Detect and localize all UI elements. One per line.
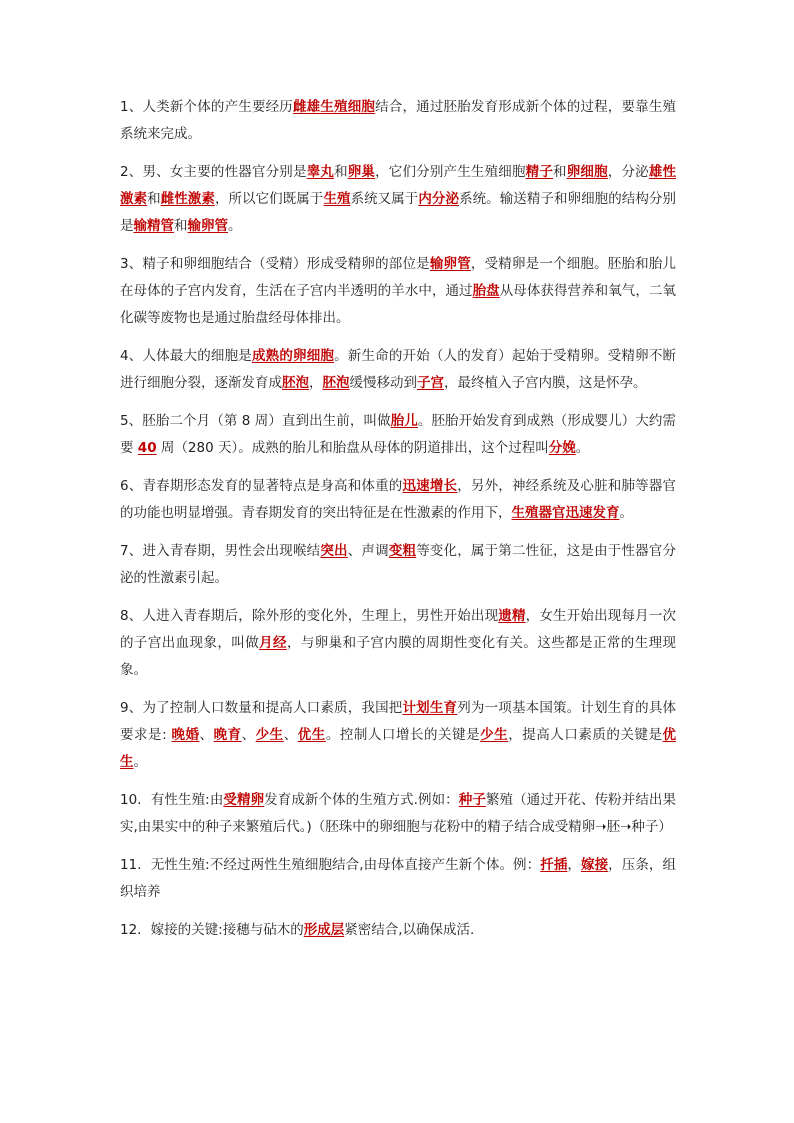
- text-run: 11．无性生殖:不经过两性生殖细胞结合,由母体直接产生新个体。例：: [120, 857, 541, 873]
- document-body: [120, 94, 676, 955]
- text-run: 4、人体最大的细胞是: [120, 348, 252, 364]
- text-run: 缓慢移动到: [349, 375, 417, 391]
- text-run: 3、精子和卵细胞结合（受精）形成受精卵的部位是: [120, 256, 430, 272]
- key-term: 胎盘: [472, 283, 500, 299]
- text-run: 8、人进入青春期后，除外形的变化外，生理上，男性开始出现: [120, 608, 499, 624]
- key-term: 分娩: [548, 440, 576, 456]
- key-term: 成熟的卵细胞: [251, 348, 335, 364]
- text-run: 7、进入青春期，男性会出现喉结: [120, 543, 321, 559]
- key-term: 遗精: [498, 608, 526, 624]
- key-term: 晚育: [213, 727, 242, 743]
- text-run: ，: [567, 857, 581, 873]
- key-term: 雄性激素: [120, 164, 677, 207]
- text-run: 列为一项基本国策。计划生育的具体要求是:: [120, 700, 677, 743]
- key-term: 生殖: [323, 191, 351, 207]
- key-term: 雌雄生殖细胞: [293, 99, 376, 115]
- key-term: 胚泡: [282, 375, 309, 391]
- key-term: 卵巢: [347, 164, 376, 180]
- key-term: 月经: [259, 635, 287, 651]
- text-run: 系统。输送精子和卵细胞的结构分别是: [120, 191, 676, 234]
- key-term: 形成层: [303, 922, 345, 938]
- text-run: 繁殖（通过开花、传粉并结出果实,由果实中的种子来繁殖后代。)（胚珠中的卵细胞与花粉中的精子结合成受精卵➝胚➝种子）: [120, 792, 677, 835]
- text-run: 结合，通过胚胎发育形成新个体的过程，要靠生殖系统来完成。: [120, 99, 677, 142]
- key-term: 精子: [525, 164, 554, 180]
- text-run: 系统又属于: [350, 191, 419, 207]
- text-run: 10．有性生殖:由: [120, 792, 224, 808]
- paragraph-6: [120, 473, 676, 527]
- key-term: 40: [137, 440, 157, 456]
- key-term: 卵细胞: [566, 164, 608, 180]
- key-term: 胚泡: [322, 375, 350, 391]
- text-run: 和: [334, 164, 348, 180]
- key-term: 胎儿: [390, 413, 418, 429]
- text-run: ，提高人口素质的关键是: [508, 727, 663, 743]
- key-term: 种子: [458, 792, 486, 808]
- paragraph-11: [120, 852, 676, 906]
- text-run: 6、青春期形态发育的显著特点是身高和体重的: [120, 478, 403, 494]
- text-run: 、: [199, 727, 214, 743]
- key-term: 内分泌: [418, 191, 460, 207]
- key-term: 生殖器官迅速发育: [511, 505, 620, 521]
- text-run: 、: [283, 727, 298, 743]
- text-run: 。: [575, 440, 590, 456]
- text-run: 周（280 天）。成熟的胎儿和胎盘从母体的阴道排出，这个过程叫: [156, 440, 549, 456]
- key-term: 优生: [120, 727, 677, 770]
- text-run: 。新生命的开始（人的发育）起始于受精卵。受精卵不断进行细胞分裂，逐渐发育成: [120, 348, 677, 391]
- text-run: 、声调: [347, 543, 389, 559]
- paragraph-2: [120, 159, 676, 240]
- text-run: ，压条，组织培养: [120, 857, 677, 900]
- key-term: 扦插: [540, 857, 568, 873]
- text-run: 12．嫁接的关键:接穗与砧木的: [120, 922, 304, 938]
- text-run: ，另外，神经系统及心脏和肺等器官的功能也明显增强。青春期发育的突出特征是在性激素的作用下，: [120, 478, 677, 521]
- paragraph-4: [120, 343, 676, 397]
- text-run: ，分泌: [607, 164, 649, 180]
- paragraph-3: [120, 251, 676, 332]
- key-term: 计划生育: [402, 700, 458, 716]
- key-term: 子宫: [417, 375, 444, 391]
- key-term: 少生: [255, 727, 284, 743]
- text-run: 和: [553, 164, 567, 180]
- key-term: 晚婚: [171, 727, 200, 743]
- paragraph-5: [120, 408, 676, 462]
- text-run: 和: [147, 191, 161, 207]
- text-run: 。: [228, 218, 242, 234]
- text-run: 。: [619, 505, 633, 521]
- paragraph-7: [120, 538, 676, 592]
- text-run: ，最终植入子宫内膜，这是怀孕。: [444, 375, 647, 391]
- text-run: 。控制人口增长的关键是: [325, 727, 481, 743]
- paragraph-10: [120, 787, 676, 841]
- key-term: 突出: [320, 543, 348, 559]
- text-run: 发育成新个体的生殖方式.例如：: [264, 792, 459, 808]
- text-run: 紧密结合,以确保成活.: [344, 922, 475, 938]
- key-term: 受精卵: [223, 792, 265, 808]
- text-run: 2、男、女主要的性器官分别是: [120, 164, 307, 180]
- text-run: 9、为了控制人口数量和提高人口素质，我国把: [120, 700, 403, 716]
- text-run: ，与卵巢和子宫内膜的周期性变化有关。这些都是正常的生理现象。: [120, 635, 677, 678]
- text-run: 、: [241, 727, 256, 743]
- text-run: 从母体获得营养和氧气，二氧化碳等废物也是通过胎盘经母体排出。: [120, 283, 676, 326]
- key-term: 输精管: [133, 218, 174, 234]
- key-term: 变粗: [388, 543, 417, 559]
- text-run: 。: [133, 754, 147, 770]
- key-term: 少生: [480, 727, 509, 743]
- text-run: ，所以它们既属于: [214, 191, 324, 207]
- key-term: 输卵管: [429, 256, 471, 272]
- key-term: 雌性激素: [160, 191, 215, 207]
- text-run: 5、胚胎二个月（第 8 周）直到出生前，叫做: [120, 413, 391, 429]
- text-run: 1、人类新个体的产生要经历: [120, 99, 293, 115]
- text-run: ，它们分别产生生殖细胞: [375, 164, 526, 180]
- key-term: 嫁接: [581, 857, 609, 873]
- paragraph-12: [120, 917, 676, 944]
- key-term: 输卵管: [187, 218, 228, 234]
- paragraph-1: [120, 94, 676, 148]
- key-term: 迅速增长: [402, 478, 458, 494]
- text-run: 等变化，属于第二性征，这是由于性器官分泌的性激素引起。: [120, 543, 677, 586]
- paragraph-9: [120, 695, 676, 776]
- text-run: ，: [309, 375, 323, 391]
- paragraph-8: [120, 603, 676, 684]
- text-run: ，女生开始出现每月一次的子宫出血现象，叫做: [120, 608, 677, 651]
- key-term: 睾丸: [306, 164, 335, 180]
- key-term: 优生: [297, 727, 326, 743]
- text-run: 和: [174, 218, 188, 234]
- text-run: ，受精卵是一个细胞。胚胎和胎儿在母体的子宫内发育，生活在子宫内半透明的羊水中，通过: [120, 256, 677, 299]
- text-run: 。胚胎开始发育到成熟（形成婴儿）大约需要: [120, 413, 677, 456]
